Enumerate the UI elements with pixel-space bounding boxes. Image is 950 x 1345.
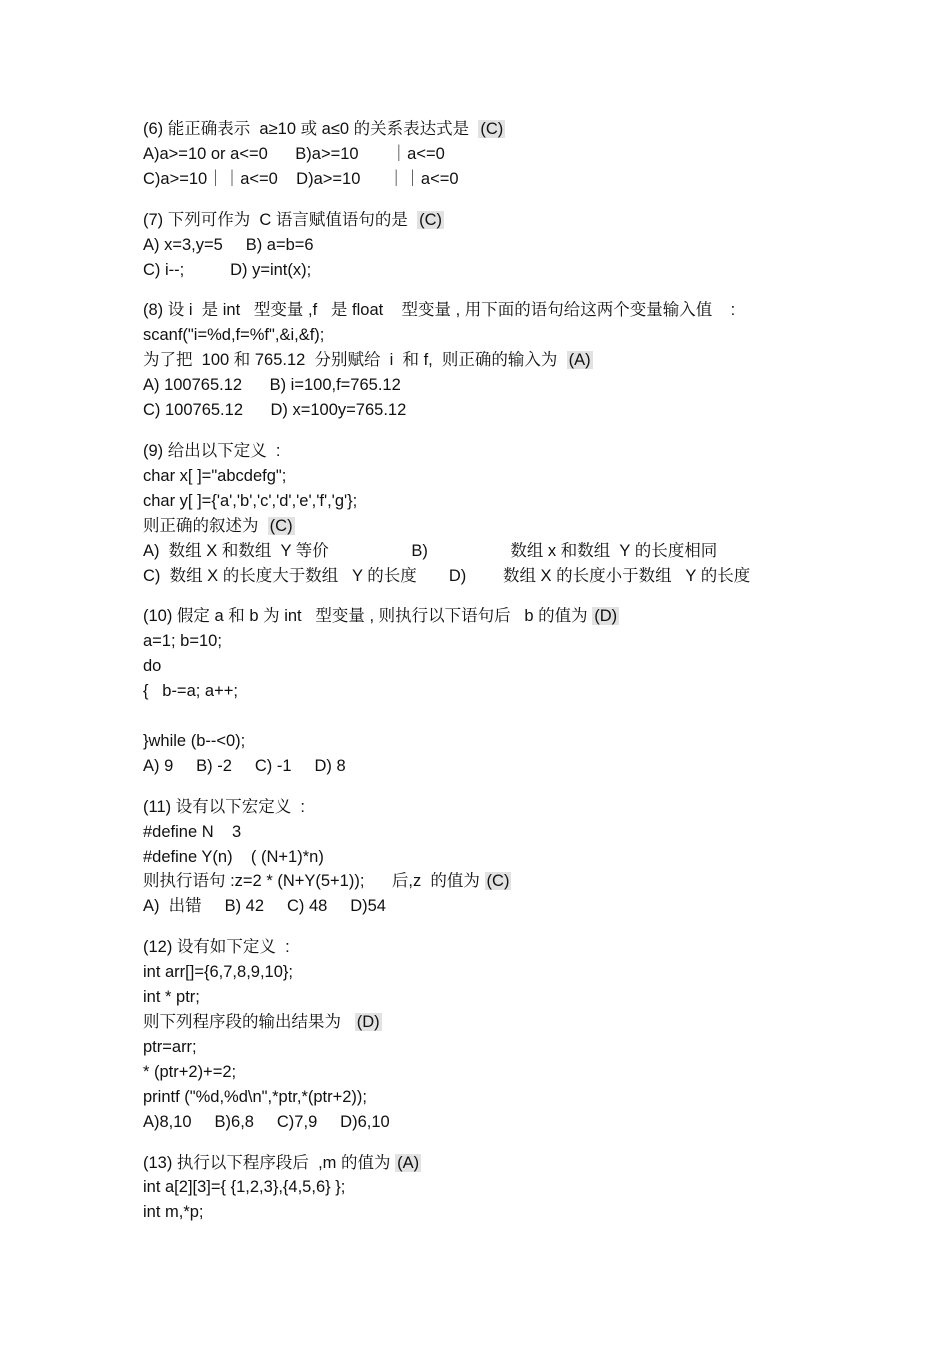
question-11	[143, 795, 843, 920]
line-text: int a[2][3]={ {1,2,3},{4,5,6} };	[143, 1178, 346, 1197]
question-line	[143, 1010, 843, 1035]
line-text: 则正确的叙述为	[143, 516, 268, 535]
answer-badge: (D)	[356, 1013, 380, 1031]
line-text: (7) 下列可作为 C 语言赋值语句的是	[143, 210, 418, 229]
line-text: (12) 设有如下定义 :	[143, 938, 290, 957]
question-line	[143, 1200, 843, 1225]
question-line	[143, 489, 843, 514]
line-text: 则执行语句 :z=2 * (N+Y(5+1)); 后,z 的值为	[143, 872, 485, 891]
answer-badge: (C)	[269, 516, 293, 535]
line-text: char x[ ]="abcdefg";	[143, 466, 287, 485]
question-line	[143, 820, 843, 845]
line-text: C) 数组 X 的长度大于数组 Y 的长度 D) 数组 X 的长度小于数组 Y 的长度	[143, 566, 751, 585]
question-7	[143, 208, 843, 283]
question-line	[143, 1110, 843, 1135]
question-line	[143, 1175, 843, 1200]
answer-badge: (C)	[486, 872, 510, 891]
question-line	[143, 704, 843, 729]
line-text: (10) 假定 a 和 b 为 int 型变量 , 则执行以下语句后 b 的值为	[143, 607, 593, 626]
line-text: int m,*p;	[143, 1203, 204, 1222]
question-line	[143, 348, 843, 373]
question-line	[143, 564, 843, 589]
line-text: int arr[]={6,7,8,9,10};	[143, 963, 293, 982]
answer-badge: (C)	[419, 210, 442, 229]
line-text: A) 数组 X 和数组 Y 等价 B) 数组 x 和数组 Y 的长度相同	[143, 541, 718, 560]
question-line	[143, 514, 843, 539]
question-line	[143, 1085, 843, 1110]
answer-badge: (C)	[480, 120, 504, 138]
question-12	[143, 935, 843, 1134]
line-text: A)8,10 B)6,8 C)7,9 D)6,10	[143, 1112, 390, 1131]
line-text: (11) 设有以下宏定义 :	[143, 797, 305, 816]
line-text: (9) 给出以下定义 :	[143, 441, 281, 460]
question-6	[143, 117, 843, 192]
line-text: int * ptr;	[143, 988, 200, 1007]
question-line	[143, 869, 843, 894]
line-text: 则下列程序段的输出结果为	[143, 1013, 355, 1031]
line-text: ptr=arr;	[143, 1037, 197, 1056]
question-line	[143, 142, 843, 167]
question-line	[143, 233, 843, 258]
question-line	[143, 373, 843, 398]
line-text: }while (b--<0);	[143, 731, 246, 750]
question-stem	[143, 795, 843, 820]
question-10	[143, 604, 843, 778]
line-text: a=1; b=10;	[143, 632, 222, 651]
line-text: 为了把 100 和 765.12 分别赋给 i 和 f, 则正确的输入为	[143, 351, 567, 370]
line-text: C) 100765.12 D) x=100y=765.12	[143, 401, 407, 420]
question-line	[143, 629, 843, 654]
question-line	[143, 1060, 843, 1085]
question-line	[143, 894, 843, 919]
question-line	[143, 464, 843, 489]
question-stem	[143, 935, 843, 960]
question-9	[143, 439, 843, 588]
line-text: A)a>=10 or a<=0 B)a>=10 ｜a<=0	[143, 144, 445, 163]
line-text: A) x=3,y=5 B) a=b=6	[143, 235, 314, 254]
question-stem	[143, 117, 843, 142]
question-stem	[143, 208, 843, 233]
question-stem	[143, 439, 843, 464]
question-line	[143, 679, 843, 704]
answer-badge: (D)	[594, 607, 618, 626]
line-text: (6) 能正确表示 a≥10 或 a≤0 的关系表达式是	[143, 120, 479, 138]
question-line	[143, 258, 843, 283]
line-text: A) 100765.12 B) i=100,f=765.12	[143, 376, 401, 395]
answer-badge: (A)	[397, 1153, 420, 1172]
question-stem	[143, 604, 843, 629]
question-line	[143, 398, 843, 423]
question-line	[143, 539, 843, 564]
line-text: #define N 3	[143, 822, 242, 841]
line-text: do	[143, 657, 162, 676]
question-stem	[143, 298, 843, 323]
line-text: C) i--; D) y=int(x);	[143, 260, 312, 279]
question-line	[143, 729, 843, 754]
question-line	[143, 1035, 843, 1060]
line-text: char y[ ]={'a','b','c','d','e','f','g'};	[143, 491, 358, 510]
question-line	[143, 960, 843, 985]
question-line	[143, 754, 843, 779]
line-text: scanf("i=%d,f=%f",&i,&f);	[143, 326, 325, 345]
question-8	[143, 298, 843, 423]
question-line	[143, 654, 843, 679]
question-line	[143, 985, 843, 1010]
question-13	[143, 1151, 843, 1226]
document-body	[143, 117, 843, 1241]
line-text: printf ("%d,%d\n",*ptr,*(ptr+2));	[143, 1087, 368, 1106]
line-text: C)a>=10｜｜a<=0 D)a>=10 ｜｜a<=0	[143, 169, 459, 188]
question-line	[143, 323, 843, 348]
question-stem	[143, 1151, 843, 1176]
line-text: { b-=a; a++;	[143, 682, 238, 701]
question-line	[143, 845, 843, 870]
answer-badge: (A)	[568, 351, 591, 370]
line-text: A) 出错 B) 42 C) 48 D)54	[143, 897, 386, 916]
line-text: (13) 执行以下程序段后 ,m 的值为	[143, 1153, 396, 1172]
line-text: #define Y(n) ( (N+1)*n)	[143, 847, 324, 866]
line-text: A) 9 B) -2 C) -1 D) 8	[143, 756, 346, 775]
question-line	[143, 167, 843, 192]
line-text: * (ptr+2)+=2;	[143, 1062, 237, 1081]
line-text: (8) 设 i 是 int 型变量 ,f 是 float 型变量 , 用下面的语句给这两个变量输入值 :	[143, 301, 736, 320]
